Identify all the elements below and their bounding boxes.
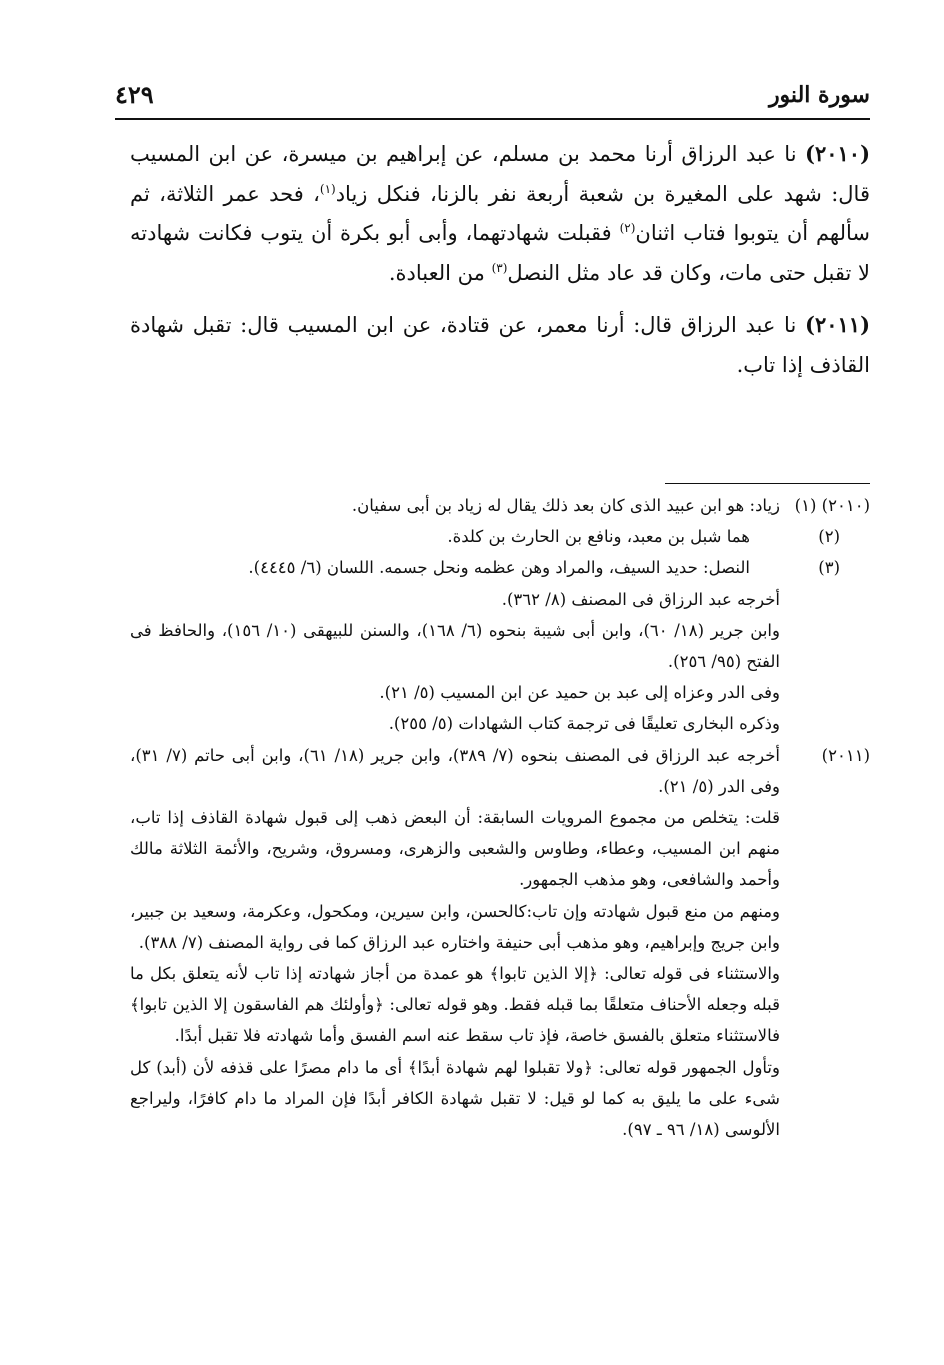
takhrij-2010: أخرجه عبد الرزاق فى المصنف (٨/ ٣٦٢). وابن جرير (١٨/ ٦٠)، وابن أبى شيبة بنحوه (٦/ ١٦٨)، والسنن للبيهقى (١٠/ ١٥٦)، والحافظ فى الفتح (٩٥/ ٢٥٦). وفى الدر وعزاه إلى عبد بن حميد عن ابن المسيب (٥/ ٢١). وذكره البخارى تعليقًا فى ترجمة كتاب الشهادات (٥/ ٢٥٥). [130,589,780,734]
footnote-label: (٢) [818,527,840,547]
main-text [130,134,870,385]
footnote-rule [665,483,870,484]
footnote-2: (٢) هما شبل بن معبد، ونافع بن الحارث بن كلدة. [130,521,870,552]
hadith-number: (٢٠١١) [805,312,870,337]
footnote-label: (٢٠١٠) (١) [794,496,870,515]
page-number: ٤٢٩ [115,80,154,109]
footnote-label: (٣) [818,558,840,578]
hadith-number: (٢٠١٠) [805,141,870,166]
header-rule [115,118,870,120]
footnotes [130,490,870,1145]
takhrij-2011: (٢٠١١) أخرجه عبد الرزاق فى المصنف بنحوه (٧/ ٣٨٩)، وابن جرير (١٨/ ٦١)، وابن أبى حاتم (٧/ ٣١)، وفى الدر (٥/ ٢١). قلت: يتخلص من مجموع المرويات السابقة: أن البعض ذهب إلى قبول شهادة القاذف إذا تاب، منهم ابن المسيب، وعطاء، وطاوس والشعبى والزهرى، ومسروق، وشريح، والأئمة الثلاثة مالك وأحمد والشافعى، وهو مذهب الجمهور. ومنهم من منع قبول شهادته وإن تاب:كالحسن، وابن سيرين، ومكحول، وعكرمة، وسعيد بن جبير، وابن جريج وإبراهيم، وهو مذهب أبى حنيفة واختاره عبد الرزاق كما فى رواية المصنف (٧/ ٣٨٨). والاستثناء فى قوله تعالى: ﴿إلا الذين تابوا﴾ هو عمدة من أجاز شهادته إذا تاب لأنه يتعلق بكل ما قبله وجعله الأحناف متعلقًا بما قبله فقط. وهو قوله تعالى: ﴿وأولئك هم الفاسقون إلا الذين تابوا﴾ فالاستثناء متعلق بالفسق خاصة، فإذ تاب سقط عنه اسم الفسق وأما شهادته فلا تقبل أبدًا. وتأول الجمهور قوله تعالى: ﴿ولا تقبلوا لهم شهادة أبدًا﴾ أى ما دام مصرًا على قذفه لأن (أبد) كل شىء على ما يليق به كما لو قيل: لا تقبل شهادة الكافر أبدًا فإن المراد ما دام كافرًا، وليراجع الألوسى (١٨/ ٩٦ ـ ٩٧). [130,740,870,1146]
footnote-ref: (٣) [491,260,508,275]
footnote-3: (٣) النصل: حديد السيف، والمراد وهن عظمه ونحل جسمه. اللسان (٦/ ٤٤٤٥). [130,552,870,583]
footnote-ref: (٢) [619,221,636,235]
page-header [115,80,870,114]
footnote-1: (٢٠١٠) (١) زياد: هو ابن عبيد الذى كان بعد ذلك يقال له زياد بن أبى سفيان. [130,490,870,521]
footnote-ref: (١) [319,181,336,196]
hadith-2011: (٢٠١١) نا عبد الرزاق قال: أرنا معمر، عن قتادة، عن ابن المسيب قال: تقبل شهادة القاذف إذا تاب. [130,312,870,377]
surah-title: سورة النور [768,82,870,108]
footnote-label: (٢٠١١) [821,745,870,765]
hadith-2010: (٢٠١٠) نا عبد الرزاق أرنا محمد بن مسلم، عن إبراهيم بن ميسرة، عن ابن المسيب قال: شهد على المغيرة بن شعبة أربعة نفر بالزنا، فنكل زياد$^{(١)}$، فحد عمر الثلاثة، ثم سألهم أن يتوبوا فتاب اثنان$^{(٢)}$ فقبلت شهادتهما، وأبى أبو بكرة أن يتوب فكانت شهادته لا تقبل حتى مات، وكان قد عاد مثل النصل$^{(٣)}$ من العبادة. [130,141,870,285]
